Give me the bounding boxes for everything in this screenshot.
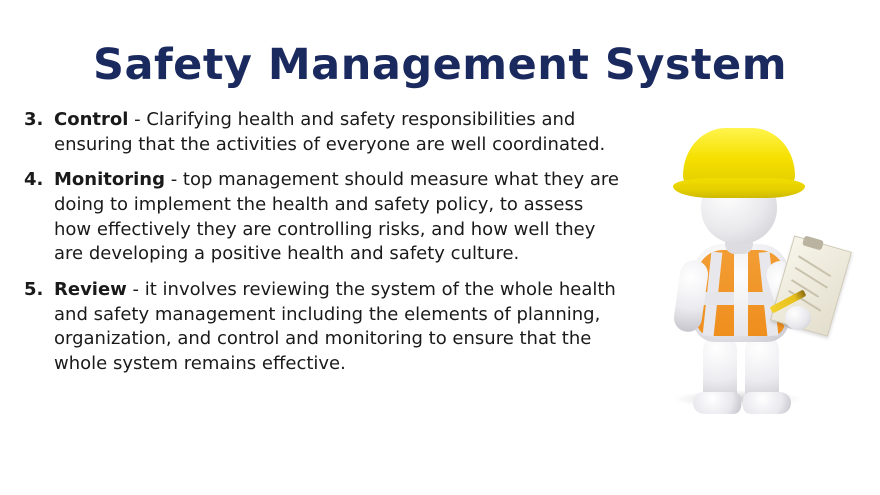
list-item-text (54, 108, 620, 157)
page-title: Safety Management System (92, 40, 788, 90)
worker-illustration (645, 110, 870, 430)
list-item-lead: Review (54, 278, 127, 300)
vest-front-opening (734, 250, 748, 336)
foot-right (743, 392, 791, 414)
list-item-number: 5. (24, 278, 44, 300)
list-item (20, 168, 620, 267)
list-item (20, 278, 620, 377)
list-item-text (54, 168, 620, 267)
list-item-number: 4. (24, 169, 44, 191)
list-item-number: 3. (24, 109, 44, 130)
hard-hat-brim (673, 178, 805, 198)
list-item-lead: Control (54, 109, 129, 130)
list-item-text (54, 278, 620, 377)
list-item (20, 108, 620, 157)
clipboard (770, 235, 852, 336)
list-item-lead: Monitoring (54, 169, 165, 191)
list-item-body: - top management should measure what they are doing to implement the health and safety policy, to assess how effectively they are controlling risks, and how well they are developing a positive health and safety culture. (54, 169, 619, 265)
bullet-list (20, 108, 620, 388)
list-item-body: - it involves reviewing the system of the whole health and safety management including the elements of planning, organization, and control and monitoring to ensure that the whole system remains effective. (54, 278, 616, 374)
list-item-body: - Clarifying health and safety responsibilities and ensuring that the activities of everyone are well coordinated. (54, 109, 606, 155)
foot-left (693, 392, 741, 414)
hand (785, 306, 811, 330)
